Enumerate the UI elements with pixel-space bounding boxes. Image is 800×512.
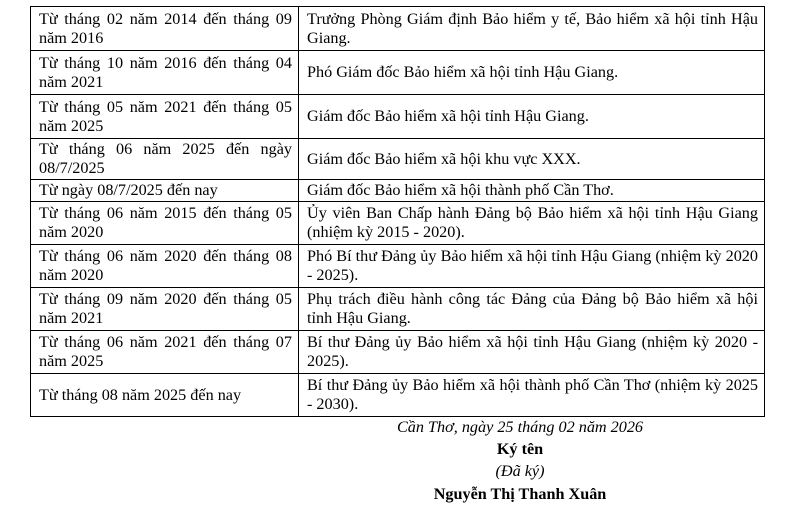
position-cell: Bí thư Đảng ủy Bảo hiểm xã hội tỉnh Hậu Giang (nhiệm kỳ 2020 - 2025).	[299, 331, 765, 374]
period-cell: Từ tháng 06 năm 2021 đến tháng 07 năm 2025	[31, 331, 299, 374]
table-row	[31, 331, 765, 374]
position-cell: Phó Bí thư Đảng ủy Bảo hiểm xã hội tỉnh Hậu Giang (nhiệm kỳ 2020 - 2025).	[299, 245, 765, 288]
position-cell: Trưởng Phòng Giám định Bảo hiểm y tế, Bảo hiểm xã hội tỉnh Hậu Giang.	[299, 7, 765, 51]
period-cell: Từ ngày 08/7/2025 đến nay	[31, 180, 299, 202]
period-cell: Từ tháng 05 năm 2021 đến tháng 05 năm 2025	[31, 95, 299, 139]
table-row	[31, 245, 765, 288]
period-cell: Từ tháng 06 năm 2025 đến ngày 08/7/2025	[31, 139, 299, 180]
position-cell: Ủy viên Ban Chấp hành Đảng bộ Bảo hiểm xã hội tỉnh Hậu Giang (nhiệm kỳ 2015 - 2020).	[299, 202, 765, 245]
table-row	[31, 202, 765, 245]
table-row	[31, 51, 765, 95]
position-cell: Giám đốc Bảo hiểm xã hội thành phố Cần Thơ.	[299, 180, 765, 202]
period-cell: Từ tháng 08 năm 2025 đến nay	[31, 374, 299, 417]
table-row	[31, 374, 765, 417]
table-row	[31, 139, 765, 180]
period-cell: Từ tháng 09 năm 2020 đến tháng 05 năm 2021	[31, 288, 299, 331]
signer-name: Nguyễn Thị Thanh Xuân	[433, 485, 607, 503]
signature-place-date: Cần Thơ, ngày 25 tháng 02 năm 2026	[396, 418, 644, 436]
period-cell: Từ tháng 06 năm 2020 đến tháng 08 năm 2020	[31, 245, 299, 288]
signature-status: (Đã ký)	[495, 462, 545, 480]
career-history-table	[30, 6, 765, 417]
signature-label: Ký tên	[496, 440, 544, 458]
table-row	[31, 180, 765, 202]
position-cell: Giám đốc Bảo hiểm xã hội tỉnh Hậu Giang.	[299, 95, 765, 139]
period-cell: Từ tháng 06 năm 2015 đến tháng 05 năm 2020	[31, 202, 299, 245]
position-cell: Bí thư Đảng ủy Bảo hiểm xã hội thành phố Cần Thơ (nhiệm kỳ 2025 - 2030).	[299, 374, 765, 417]
table-row	[31, 7, 765, 51]
table-row	[31, 95, 765, 139]
table-row	[31, 288, 765, 331]
period-cell: Từ tháng 10 năm 2016 đến tháng 04 năm 2021	[31, 51, 299, 95]
position-cell: Giám đốc Bảo hiểm xã hội khu vực XXX.	[299, 139, 765, 180]
period-cell: Từ tháng 02 năm 2014 đến tháng 09 năm 2016	[31, 7, 299, 51]
position-cell: Phụ trách điều hành công tác Đảng của Đảng bộ Bảo hiểm xã hội tỉnh Hậu Giang.	[299, 288, 765, 331]
position-cell: Phó Giám đốc Bảo hiểm xã hội tỉnh Hậu Giang.	[299, 51, 765, 95]
